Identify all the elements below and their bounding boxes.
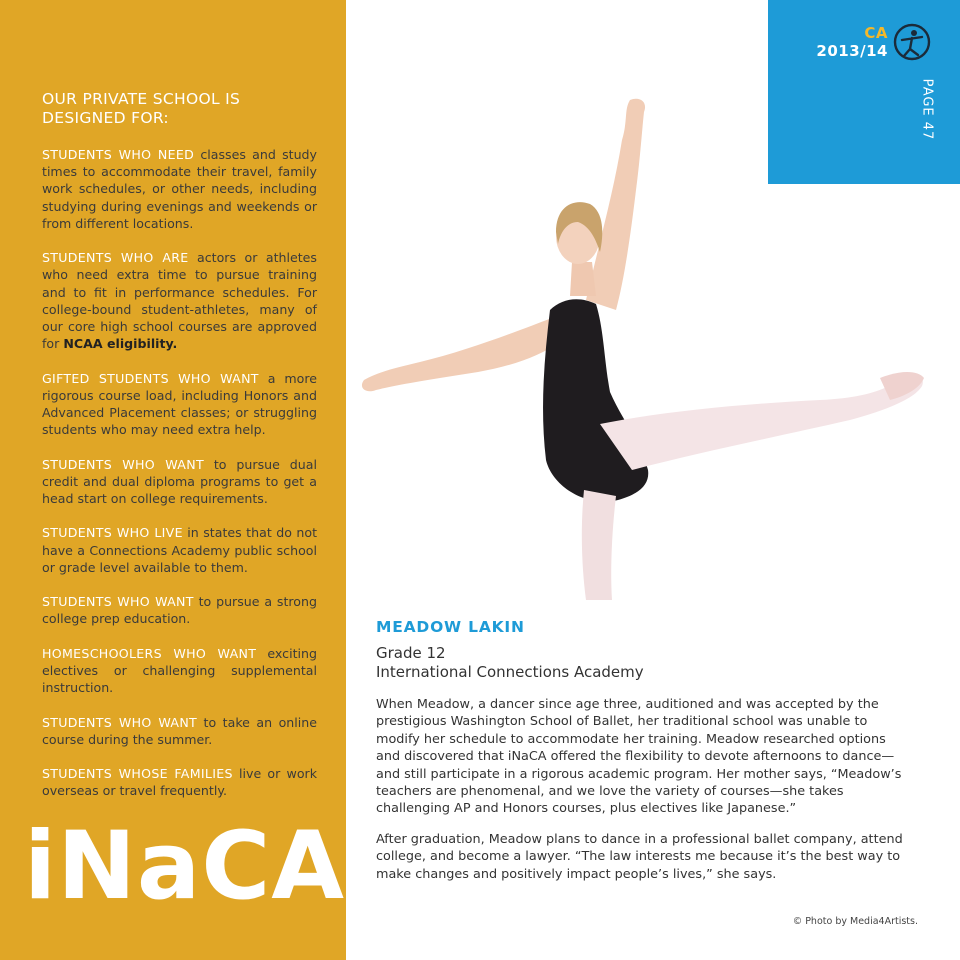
item-lead: STUDENTS WHO ARE bbox=[42, 250, 189, 266]
item-lead: HOMESCHOOLERS WHO WANT bbox=[42, 645, 257, 661]
figure-circle-icon bbox=[892, 22, 932, 62]
sidebar-heading: OUR PRIVATE SCHOOL IS DESIGNED FOR: bbox=[42, 90, 241, 127]
bio-paragraph: After graduation, Meadow plans to dance in a professional ballet company, attend college, and become a lawyer. “The law interests me because it’s the best way to make changes and positively impact people’s lives,” she says. bbox=[376, 832, 903, 882]
list-item bbox=[42, 370, 317, 439]
item-lead: STUDENTS WHOSE FAMILIES bbox=[42, 766, 233, 782]
list-item bbox=[42, 765, 317, 799]
item-lead: STUDENTS WHO WANT bbox=[42, 594, 194, 610]
badge-year: 2013/14 bbox=[816, 42, 888, 60]
page-badge bbox=[768, 0, 960, 184]
list-item bbox=[42, 456, 317, 508]
item-text: in states that do not have a Connections Academy public school or grade level available to them. bbox=[42, 525, 318, 575]
list-item bbox=[42, 249, 317, 352]
student-grade: Grade 12 bbox=[376, 644, 446, 662]
photo-credit: © Photo by Media4Artists. bbox=[792, 916, 918, 927]
list-item bbox=[42, 146, 317, 232]
item-text: to take an online course during the summer. bbox=[42, 714, 317, 747]
item-text: to pursue a strong college prep education. bbox=[42, 594, 317, 627]
item-text: live or work overseas or travel frequently. bbox=[42, 766, 317, 799]
item-text: a more rigorous course load, including Honors and Advanced Placement classes; or struggling students who may need extra help. bbox=[42, 370, 317, 438]
student-name: MEADOW LAKIN bbox=[376, 618, 525, 636]
list-item bbox=[42, 524, 317, 576]
audience-list bbox=[42, 146, 317, 817]
student-school: International Connections Academy bbox=[376, 663, 644, 681]
item-lead: STUDENTS WHO NEED bbox=[42, 147, 195, 162]
badge-state: CA bbox=[864, 24, 888, 42]
item-lead: STUDENTS WHO WANT bbox=[42, 456, 204, 472]
left-sidebar bbox=[0, 0, 346, 960]
item-text: classes and study times to accommodate their travel, family work schedules, or other needs, including studying during evenings and weekends or from different locations. bbox=[42, 147, 317, 231]
page-number: PAGE 47 bbox=[919, 78, 935, 141]
item-text: to pursue dual credit and dual diploma programs to get a head start on college requirements. bbox=[42, 456, 317, 507]
item-lead: GIFTED STUDENTS WHO WANT bbox=[42, 370, 259, 386]
list-item bbox=[42, 714, 317, 748]
list-item bbox=[42, 593, 317, 627]
list-item bbox=[42, 645, 317, 697]
inaca-wordmark: iNaCA bbox=[24, 812, 346, 921]
item-text: exciting electives or challenging supplemental instruction. bbox=[42, 645, 317, 696]
bio-paragraph: When Meadow, a dancer since age three, auditioned and was accepted by the prestigious Washington School of Ballet, her traditional school was unable to modify her schedule to accommodate her training. Meadow researched options and discovered that iNaCA offered the flexibility to devote afternoons to dance—and still participate in a rigorous academic program. Her mother says, “Meadow’s teachers are phenomenal, and we love the variety of courses—she takes challenging AP and Honors courses, plus electives like Japanese.” bbox=[376, 697, 902, 817]
item-lead: STUDENTS WHO LIVE bbox=[42, 525, 183, 541]
item-text: actors or athletes who need extra time to pursue training and to fit in performance schedules. For college-bound student-athletes, many of our core high school courses are approved for bbox=[42, 250, 317, 352]
ncaa-eligibility-text: NCAA eligibility. bbox=[63, 336, 178, 352]
item-lead: STUDENTS WHO WANT bbox=[42, 714, 198, 730]
